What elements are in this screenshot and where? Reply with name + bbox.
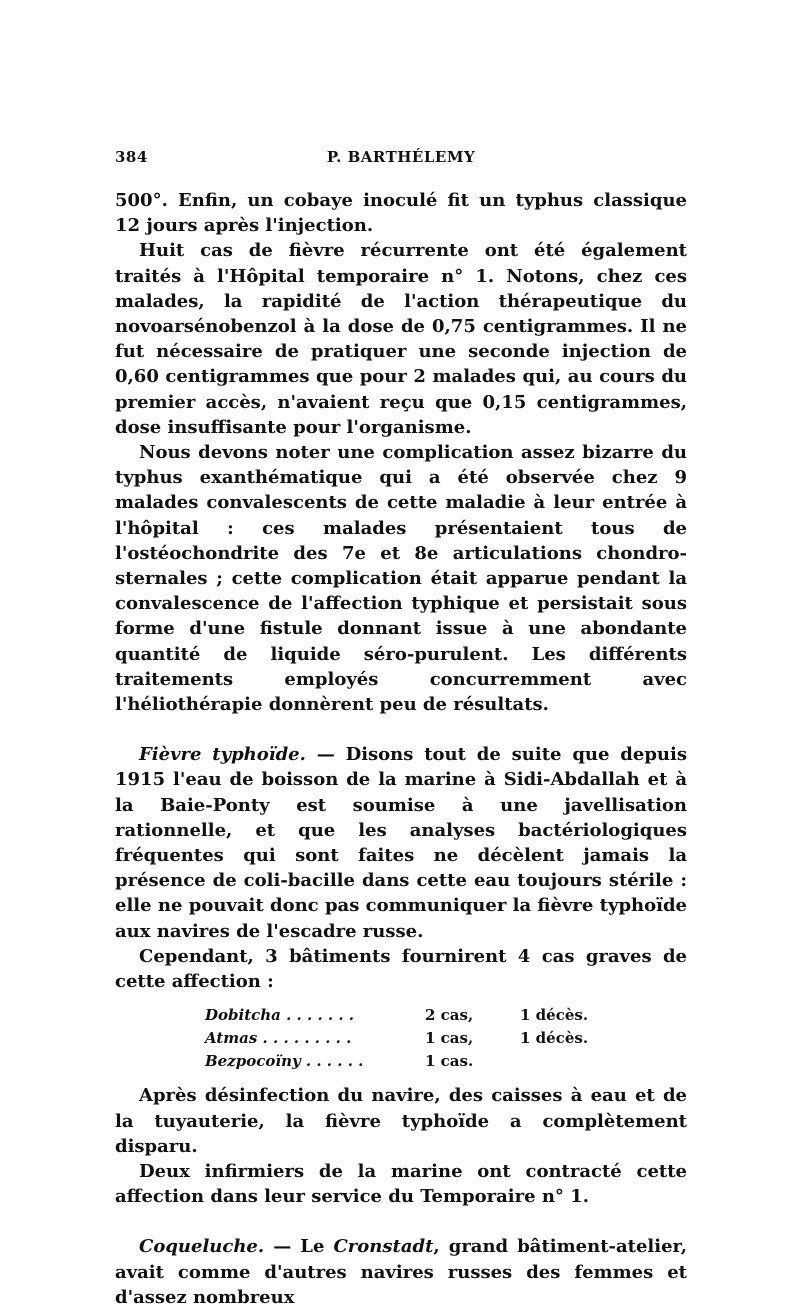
whooping-text-before: — Le <box>264 1236 334 1258</box>
paragraph-cases: Cependant, 3 bâtiments fournirent 4 cas graves de cette affection : <box>115 945 687 993</box>
ship-name: Atmas . . . . . . . . . <box>205 1029 352 1048</box>
ship-name-cronstadt: Cronstadt <box>333 1236 434 1258</box>
page-number: 384 <box>115 148 148 166</box>
section-heading-typhoid: Fièvre typhoïde. <box>139 744 306 766</box>
table-row <box>205 1050 588 1073</box>
table-row <box>205 1027 588 1050</box>
running-header <box>115 148 687 172</box>
case-count: 2 cas, <box>425 1006 474 1025</box>
cases-table <box>205 1004 588 1073</box>
case-count: 1 cas. <box>425 1052 474 1071</box>
section-heading-whooping-cough: Coqueluche. <box>139 1236 265 1258</box>
ship-name: Bezpocoïny . . . . . . <box>205 1052 364 1071</box>
case-count: 1 cas, <box>425 1029 474 1048</box>
paragraph-recurrent-fever: Huit cas de fièvre récurrente ont été également traités à l'Hôpital temporaire n° 1. Notons, chez ces malades, la rapidité de l'action thérapeutique du novoarsénobenzol à la dose de 0,75 centigrammes. Il ne fut nécessaire de pratiquer une seconde injection de 0,60 centigrammes que pour 2 malades qui, au cours du premier accès, n'avaient reçu que 0,15 centigrammes, dose insuffisante pour l'organisme. <box>115 240 687 438</box>
paragraph-whooping-cough <box>115 1234 687 1310</box>
death-count: 1 décès. <box>520 1006 589 1025</box>
paragraph-typhoid <box>115 742 687 944</box>
document-page <box>115 148 687 1310</box>
death-count <box>520 1050 588 1073</box>
table-row <box>205 1004 588 1027</box>
running-title: P. BARTHÉLEMY <box>326 148 476 166</box>
ship-name: Dobitcha . . . . . . . <box>205 1006 354 1025</box>
paragraph-complication: Nous devons noter une complication assez bizarre du typhus exanthématique qui a été observée chez 9 malades convalescents de cette maladie à leur entrée à l'hôpital : ces malades présentaient tous de l'ostéochondrite des 7e et 8e articulations chondro-sternales ; cette complication était apparue pendant la convalescence de l'affection typhique et persistait sous forme d'une fistule donnant issue à une abondante quantité de liquide séro-purulent. Les différents traitements employés concurremment avec l'héliothérapie donnèrent peu de résultats. <box>115 442 687 716</box>
paragraph-continuation: 500°. Enfin, un cobaye inoculé fit un typhus classique 12 jours après l'injection. <box>115 190 687 237</box>
paragraph-nurses: Deux infirmiers de la marine ont contracté cette affection dans leur service du Temporaire n° 1. <box>115 1160 687 1208</box>
death-count: 1 décès. <box>520 1029 589 1048</box>
paragraph-disinfection: Après désinfection du navire, des caisses à eau et de la tuyauterie, la fièvre typhoïde a complètement disparu. <box>115 1085 687 1157</box>
whooping-text-after: , grand bâtiment-atelier, avait comme d'autres navires russes des femmes et d'assez nombreux <box>115 1236 687 1308</box>
typhoid-text: — Disons tout de suite que depuis 1915 l'eau de boisson de la marine à Sidi-Abdallah et à la Baie-Ponty est soumise à une javellisation rationnelle, et que les analyses bactériologiques fréquentes qui sont faites ne décèlent jamais la présence de coli-bacille dans cette eau toujours stérile : elle ne pouvait donc pas communiquer la fièvre typhoïde aux navires de l'escadre russe. <box>115 744 687 942</box>
